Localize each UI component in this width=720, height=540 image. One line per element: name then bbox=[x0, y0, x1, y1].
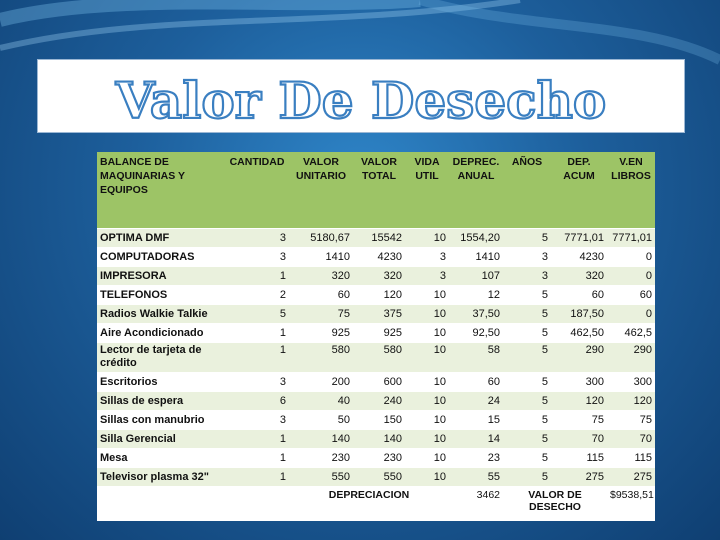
header-valor-total: VALOR TOTAL bbox=[353, 152, 405, 228]
cell-vida-util: 10 bbox=[405, 342, 449, 372]
header-deprec-anual: DEPREC. ANUAL bbox=[449, 152, 503, 228]
cell-item: Mesa bbox=[97, 448, 225, 467]
valor-desecho-value: $9538,51 bbox=[607, 486, 655, 521]
cell-valor-unitario: 1410 bbox=[289, 247, 353, 266]
footer-spacer bbox=[225, 486, 289, 521]
cell-anos: 5 bbox=[503, 372, 551, 391]
cell-dep-acum: 7771,01 bbox=[551, 228, 607, 247]
cell-cantidad: 3 bbox=[225, 410, 289, 429]
cell-deprec-anual: 60 bbox=[449, 372, 503, 391]
cell-dep-acum: 60 bbox=[551, 285, 607, 304]
header-valor-unitario: VALOR UNITARIO bbox=[289, 152, 353, 228]
cell-anos: 5 bbox=[503, 342, 551, 372]
cell-valor-total: 375 bbox=[353, 304, 405, 323]
cell-v-en-libros: 290 bbox=[607, 342, 655, 372]
table-row bbox=[97, 410, 655, 429]
table-row bbox=[97, 266, 655, 285]
cell-valor-unitario: 200 bbox=[289, 372, 353, 391]
cell-item: Sillas con manubrio bbox=[97, 410, 225, 429]
table-row bbox=[97, 372, 655, 391]
cell-vida-util: 10 bbox=[405, 410, 449, 429]
table-row bbox=[97, 285, 655, 304]
cell-valor-unitario: 50 bbox=[289, 410, 353, 429]
cell-dep-acum: 290 bbox=[551, 342, 607, 372]
table-header bbox=[97, 152, 655, 228]
cell-cantidad: 2 bbox=[225, 285, 289, 304]
cell-deprec-anual: 24 bbox=[449, 391, 503, 410]
cell-v-en-libros: 75 bbox=[607, 410, 655, 429]
cell-valor-total: 15542 bbox=[353, 228, 405, 247]
cell-anos: 5 bbox=[503, 285, 551, 304]
cell-deprec-anual: 23 bbox=[449, 448, 503, 467]
table-row bbox=[97, 342, 655, 372]
table-row bbox=[97, 391, 655, 410]
cell-anos: 5 bbox=[503, 429, 551, 448]
cell-v-en-libros: 0 bbox=[607, 304, 655, 323]
header-item: BALANCE DE MAQUINARIAS Y EQUIPOS bbox=[97, 152, 225, 228]
cell-v-en-libros: 115 bbox=[607, 448, 655, 467]
cell-anos: 5 bbox=[503, 304, 551, 323]
cell-dep-acum: 462,50 bbox=[551, 323, 607, 342]
footer-spacer bbox=[97, 486, 225, 521]
header-anos: AÑOS bbox=[503, 152, 551, 228]
cell-item: Sillas de espera bbox=[97, 391, 225, 410]
cell-valor-total: 140 bbox=[353, 429, 405, 448]
cell-item: Televisor plasma 32" bbox=[97, 467, 225, 486]
cell-vida-util: 3 bbox=[405, 266, 449, 285]
cell-cantidad: 3 bbox=[225, 228, 289, 247]
cell-deprec-anual: 1410 bbox=[449, 247, 503, 266]
cell-cantidad: 3 bbox=[225, 247, 289, 266]
table-row bbox=[97, 247, 655, 266]
cell-item: COMPUTADORAS bbox=[97, 247, 225, 266]
cell-vida-util: 10 bbox=[405, 391, 449, 410]
cell-v-en-libros: 70 bbox=[607, 429, 655, 448]
table-row bbox=[97, 323, 655, 342]
cell-anos: 5 bbox=[503, 228, 551, 247]
cell-v-en-libros: 7771,01 bbox=[607, 228, 655, 247]
cell-valor-unitario: 140 bbox=[289, 429, 353, 448]
cell-deprec-anual: 14 bbox=[449, 429, 503, 448]
cell-item: TELEFONOS bbox=[97, 285, 225, 304]
cell-vida-util: 10 bbox=[405, 285, 449, 304]
cell-dep-acum: 75 bbox=[551, 410, 607, 429]
cell-item: IMPRESORA bbox=[97, 266, 225, 285]
cell-dep-acum: 300 bbox=[551, 372, 607, 391]
cell-anos: 5 bbox=[503, 410, 551, 429]
header-dep-acum: DEP. ACUM bbox=[551, 152, 607, 228]
cell-dep-acum: 187,50 bbox=[551, 304, 607, 323]
cell-vida-util: 10 bbox=[405, 228, 449, 247]
cell-anos: 5 bbox=[503, 448, 551, 467]
cell-dep-acum: 4230 bbox=[551, 247, 607, 266]
cell-cantidad: 1 bbox=[225, 448, 289, 467]
cell-anos: 3 bbox=[503, 247, 551, 266]
cell-valor-unitario: 925 bbox=[289, 323, 353, 342]
cell-anos: 5 bbox=[503, 391, 551, 410]
cell-deprec-anual: 1554,20 bbox=[449, 228, 503, 247]
cell-anos: 5 bbox=[503, 323, 551, 342]
table-footer bbox=[97, 486, 655, 521]
cell-cantidad: 1 bbox=[225, 467, 289, 486]
cell-valor-total: 320 bbox=[353, 266, 405, 285]
cell-valor-unitario: 5180,67 bbox=[289, 228, 353, 247]
slide-title: Valor De Desecho bbox=[115, 71, 607, 130]
title-graphic bbox=[38, 60, 684, 132]
cell-valor-unitario: 550 bbox=[289, 467, 353, 486]
header-vida-util: VIDA UTIL bbox=[405, 152, 449, 228]
cell-cantidad: 5 bbox=[225, 304, 289, 323]
cell-v-en-libros: 120 bbox=[607, 391, 655, 410]
cell-valor-unitario: 75 bbox=[289, 304, 353, 323]
cell-v-en-libros: 275 bbox=[607, 467, 655, 486]
cell-vida-util: 10 bbox=[405, 467, 449, 486]
title-box bbox=[37, 59, 685, 133]
cell-v-en-libros: 60 bbox=[607, 285, 655, 304]
cell-valor-total: 580 bbox=[353, 342, 405, 372]
table-row bbox=[97, 429, 655, 448]
cell-dep-acum: 115 bbox=[551, 448, 607, 467]
cell-valor-unitario: 580 bbox=[289, 342, 353, 372]
cell-item: Lector de tarjeta de crédito bbox=[97, 342, 225, 372]
cell-v-en-libros: 0 bbox=[607, 247, 655, 266]
cell-cantidad: 1 bbox=[225, 342, 289, 372]
table-row bbox=[97, 448, 655, 467]
cell-item: Silla Gerencial bbox=[97, 429, 225, 448]
cell-valor-unitario: 320 bbox=[289, 266, 353, 285]
cell-v-en-libros: 0 bbox=[607, 266, 655, 285]
cell-item: OPTIMA DMF bbox=[97, 228, 225, 247]
cell-valor-total: 600 bbox=[353, 372, 405, 391]
depreciation-table bbox=[97, 152, 655, 518]
cell-valor-unitario: 60 bbox=[289, 285, 353, 304]
table-row bbox=[97, 467, 655, 486]
cell-anos: 5 bbox=[503, 467, 551, 486]
cell-vida-util: 10 bbox=[405, 429, 449, 448]
cell-valor-total: 150 bbox=[353, 410, 405, 429]
cell-dep-acum: 70 bbox=[551, 429, 607, 448]
cell-cantidad: 3 bbox=[225, 372, 289, 391]
cell-valor-unitario: 230 bbox=[289, 448, 353, 467]
cell-dep-acum: 320 bbox=[551, 266, 607, 285]
cell-valor-total: 550 bbox=[353, 467, 405, 486]
cell-valor-total: 925 bbox=[353, 323, 405, 342]
cell-valor-total: 4230 bbox=[353, 247, 405, 266]
valor-desecho-label: VALOR DE DESECHO bbox=[503, 486, 607, 521]
cell-v-en-libros: 300 bbox=[607, 372, 655, 391]
cell-valor-total: 120 bbox=[353, 285, 405, 304]
cell-cantidad: 1 bbox=[225, 323, 289, 342]
cell-vida-util: 3 bbox=[405, 247, 449, 266]
cell-vida-util: 10 bbox=[405, 323, 449, 342]
cell-dep-acum: 120 bbox=[551, 391, 607, 410]
cell-vida-util: 10 bbox=[405, 304, 449, 323]
cell-item: Radios Walkie Talkie bbox=[97, 304, 225, 323]
cell-dep-acum: 275 bbox=[551, 467, 607, 486]
cell-deprec-anual: 107 bbox=[449, 266, 503, 285]
cell-vida-util: 10 bbox=[405, 448, 449, 467]
header-v-en-libros: V.EN LIBROS bbox=[607, 152, 655, 228]
cell-deprec-anual: 15 bbox=[449, 410, 503, 429]
cell-valor-total: 240 bbox=[353, 391, 405, 410]
cell-valor-unitario: 40 bbox=[289, 391, 353, 410]
cell-cantidad: 1 bbox=[225, 266, 289, 285]
cell-deprec-anual: 12 bbox=[449, 285, 503, 304]
cell-deprec-anual: 92,50 bbox=[449, 323, 503, 342]
table-row bbox=[97, 304, 655, 323]
cell-deprec-anual: 37,50 bbox=[449, 304, 503, 323]
table-row bbox=[97, 228, 655, 247]
cell-cantidad: 6 bbox=[225, 391, 289, 410]
cell-cantidad: 1 bbox=[225, 429, 289, 448]
cell-vida-util: 10 bbox=[405, 372, 449, 391]
cell-deprec-anual: 58 bbox=[449, 342, 503, 372]
cell-anos: 3 bbox=[503, 266, 551, 285]
cell-item: Aire Acondicionado bbox=[97, 323, 225, 342]
cell-v-en-libros: 462,5 bbox=[607, 323, 655, 342]
cell-valor-total: 230 bbox=[353, 448, 405, 467]
cell-deprec-anual: 55 bbox=[449, 467, 503, 486]
header-cantidad: CANTIDAD bbox=[225, 152, 289, 228]
depreciacion-label: DEPRECIACION bbox=[289, 486, 449, 521]
cell-item: Escritorios bbox=[97, 372, 225, 391]
depreciacion-value: 3462 bbox=[449, 486, 503, 521]
